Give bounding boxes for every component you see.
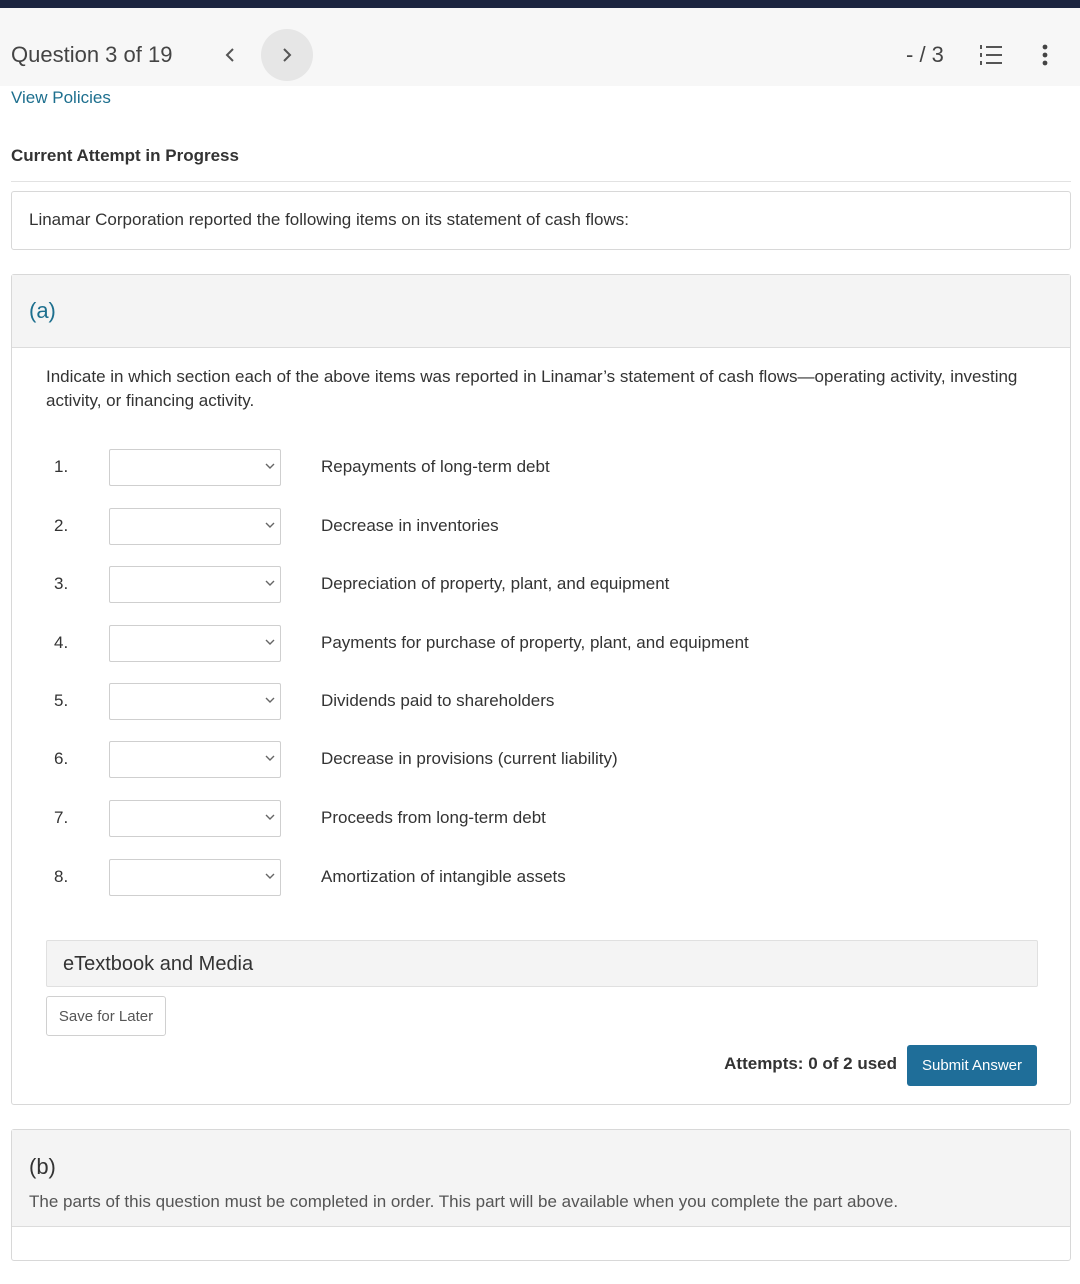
item-1-section-select[interactable] bbox=[109, 449, 281, 486]
item-6-section-select[interactable] bbox=[109, 741, 281, 778]
part-b-locked-message: The parts of this question must be completed in order. This part will be available when you complete the part above. bbox=[29, 1192, 899, 1211]
item-number: 2. bbox=[54, 516, 69, 535]
item-8-text: Amortization of intangible assets bbox=[321, 867, 566, 886]
item-number: 5. bbox=[54, 691, 69, 710]
item-2-text: Decrease in inventories bbox=[321, 516, 499, 535]
item-6-text: Decrease in provisions (current liability) bbox=[321, 749, 618, 768]
chevron-down-icon bbox=[265, 522, 275, 529]
question-header bbox=[0, 8, 1080, 86]
chevron-down-icon bbox=[265, 814, 275, 821]
question-counter: Question 3 of 19 bbox=[11, 42, 173, 67]
more-options-button[interactable] bbox=[1034, 42, 1056, 68]
chevron-left-icon bbox=[225, 47, 235, 63]
top-accent-bar bbox=[0, 0, 1080, 8]
item-7-text: Proceeds from long-term debt bbox=[321, 808, 546, 827]
numbered-list-icon bbox=[978, 42, 1006, 68]
item-number: 4. bbox=[54, 633, 69, 652]
part-b-panel bbox=[11, 1129, 1071, 1261]
question-score: - / 3 bbox=[906, 42, 944, 67]
submit-answer-button[interactable]: Submit Answer bbox=[907, 1045, 1037, 1086]
item-number: 3. bbox=[54, 574, 69, 593]
next-question-button[interactable] bbox=[261, 29, 313, 81]
part-a-panel bbox=[11, 274, 1071, 1105]
item-1-text: Repayments of long-term debt bbox=[321, 457, 550, 476]
question-intro-box bbox=[11, 191, 1071, 250]
save-for-later-button[interactable]: Save for Later bbox=[46, 996, 166, 1036]
part-b-header bbox=[12, 1130, 1070, 1227]
item-5-section-select[interactable] bbox=[109, 683, 281, 720]
divider bbox=[11, 181, 1071, 182]
previous-question-button[interactable] bbox=[212, 30, 248, 80]
chevron-down-icon bbox=[265, 463, 275, 470]
item-8-section-select[interactable] bbox=[109, 859, 281, 896]
item-4-text: Payments for purchase of property, plant, and equipment bbox=[321, 633, 749, 652]
item-number: 8. bbox=[54, 867, 69, 886]
part-a-instructions: Indicate in which section each of the above items was reported in Linamar’s statement of cash flows—operating activity, investing activity, or financing activity. bbox=[46, 367, 1018, 410]
item-7-section-select[interactable] bbox=[109, 800, 281, 837]
more-vertical-icon bbox=[1034, 42, 1056, 68]
item-number: 7. bbox=[54, 808, 69, 827]
chevron-right-icon bbox=[282, 47, 292, 63]
item-3-section-select[interactable] bbox=[109, 566, 281, 603]
item-number: 1. bbox=[54, 457, 69, 476]
chevron-down-icon bbox=[265, 873, 275, 880]
part-b-label: (b) bbox=[29, 1154, 56, 1179]
item-number: 6. bbox=[54, 749, 69, 768]
attempts-counter: Attempts: 0 of 2 used bbox=[724, 1054, 897, 1073]
item-2-section-select[interactable] bbox=[109, 508, 281, 545]
view-policies-link[interactable]: View Policies bbox=[11, 88, 111, 107]
part-a-header bbox=[12, 275, 1070, 348]
etextbook-media-toggle[interactable] bbox=[46, 940, 1038, 987]
chevron-down-icon bbox=[265, 639, 275, 646]
attempt-status-title: Current Attempt in Progress bbox=[11, 146, 239, 165]
item-3-text: Depreciation of property, plant, and equipment bbox=[321, 574, 670, 593]
question-intro-text: Linamar Corporation reported the following items on its statement of cash flows: bbox=[29, 210, 630, 229]
chevron-down-icon bbox=[265, 697, 275, 704]
chevron-down-icon bbox=[265, 755, 275, 762]
chevron-down-icon bbox=[265, 580, 275, 587]
etextbook-media-label: eTextbook and Media bbox=[63, 953, 254, 975]
item-5-text: Dividends paid to shareholders bbox=[321, 691, 555, 710]
item-4-section-select[interactable] bbox=[109, 625, 281, 662]
question-list-button[interactable] bbox=[978, 42, 1006, 68]
part-a-label: (a) bbox=[29, 298, 56, 323]
